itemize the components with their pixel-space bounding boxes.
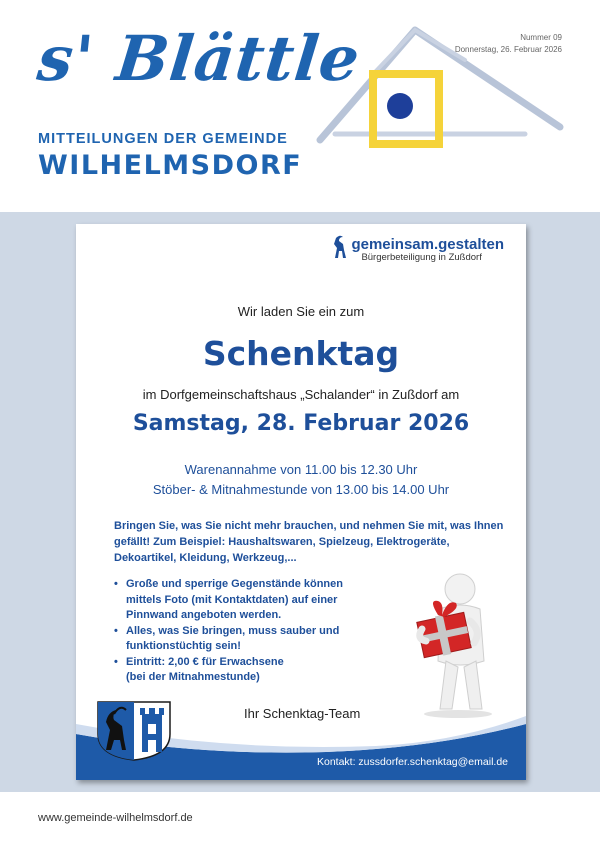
intro-text: Bringen Sie, was Sie nicht mehr brauchen, und nehmen Sie mit, was Ihnen gefällt! Zum Beispiel: Haushaltswaren, Spielzeug, Elektrogeräte, Dekoartikel, Kleidung, Werkzeug,... [114,520,504,564]
bullet-dot-icon: • [114,624,118,637]
contact-email: Kontakt: zussdorfer.schenktag@email.de [316,756,508,768]
signoff: Ihr Schenktag-Team [244,706,361,721]
issue-number: Nummer 09 [520,33,562,42]
logo-tagline: Bürgerbeteiligung in Zußdorf [361,252,482,263]
event-poster [76,224,526,780]
masthead-title: s' Blättle [34,22,364,95]
list-item: • Alles, was Sie bringen, muss sauber und funktionstüchtig sein! [114,624,340,652]
info-list [114,577,354,686]
event-date: Samstag, 28. Februar 2026 [132,411,470,436]
list-item-note: (bei der Mitnahmestunde) [126,671,260,683]
gemeinsam-gestalten-logo [351,236,504,263]
event-location: im Dorfgemeinschaftshaus „Schalander“ in Zußdorf am [142,387,460,402]
list-item: • Große und sperrige Gegenstände können mittels Foto (mit Kontaktdaten) auf einer Pinnwand angeboten werden. [114,578,343,621]
invite-text: Wir laden Sie ein zum [237,304,365,319]
time-browse: Stöber- & Mitnahmestunde von 13.00 bis 14.00 Uhr [152,482,450,497]
municipality-name: WILHELMSDORF [38,150,303,181]
coat-of-arms-icon [96,700,172,762]
bullet-dot-icon: • [114,578,118,590]
time-drop-off: Warenannahme von 11.00 bis 12.30 Uhr [184,462,418,477]
masthead [0,0,600,212]
list-item: • Eintritt: 2,00 € für Erwachsene [114,655,354,671]
logo-brand: gemeinsam.gestalten [351,236,504,253]
event-title: Schenktag [202,334,400,373]
masthead-subtitle: MITTEILUNGEN DER GEMEINDE [38,131,288,147]
footer-website: www.gemeinde-wilhelmsdorf.de [38,812,193,824]
gemeinsam-gestalten-goat-icon [331,234,349,260]
bullet-dot-icon: • [114,655,118,668]
event-times [76,460,526,500]
issue-date: Donnerstag, 26. Februar 2026 [454,45,562,54]
